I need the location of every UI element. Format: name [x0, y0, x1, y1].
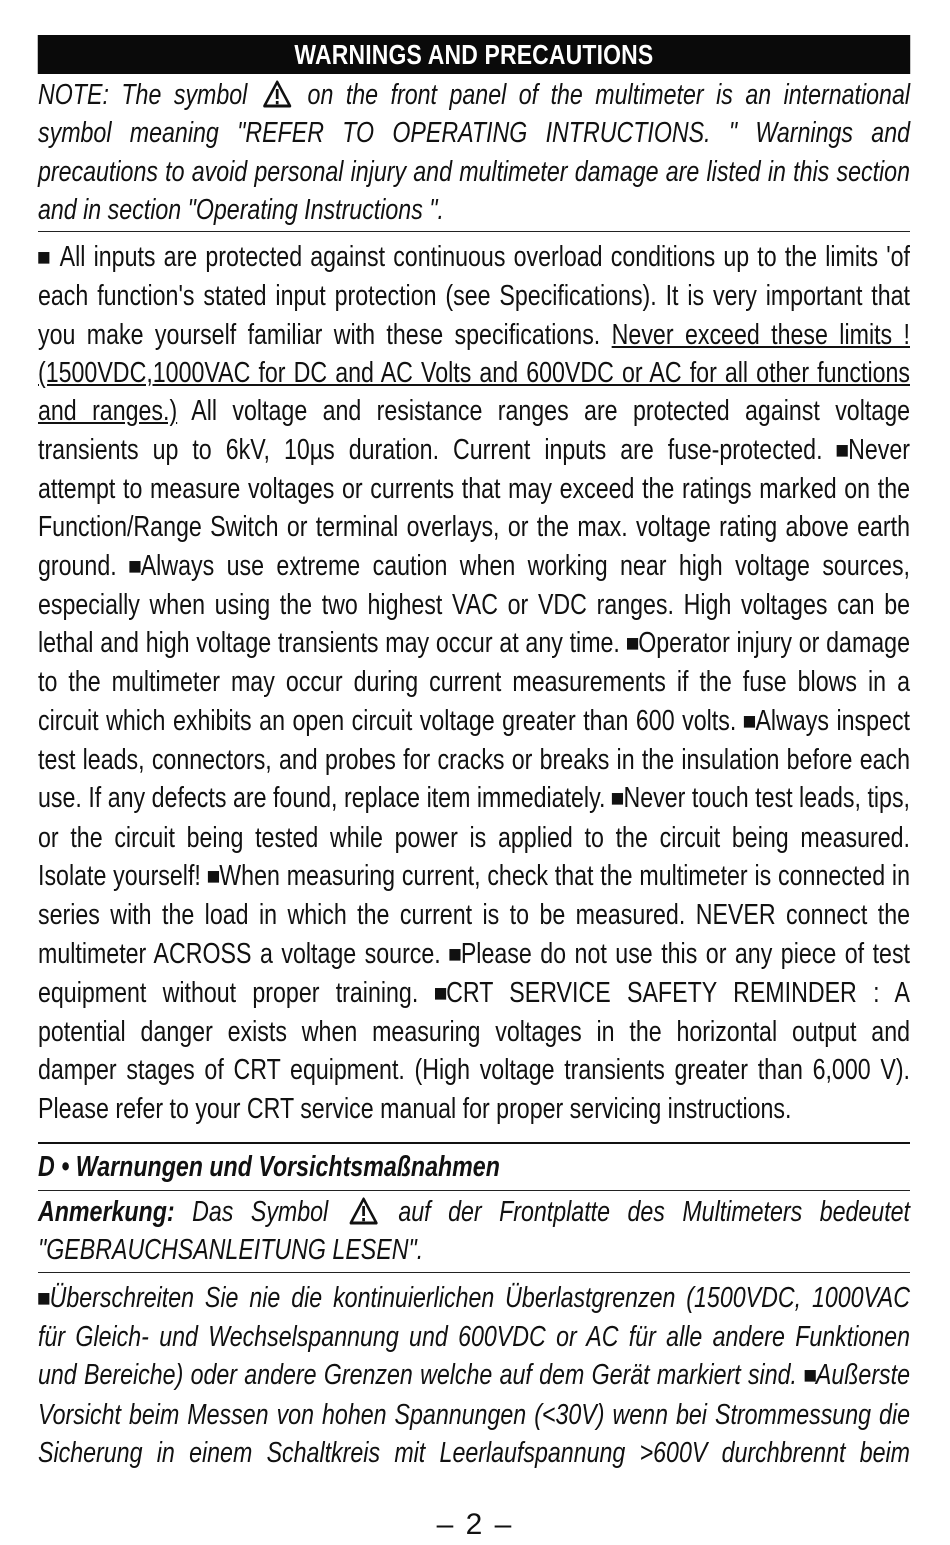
note-text-start: NOTE: The symbol [38, 79, 248, 111]
warning-limits-underlined: Never exceed these limits ! (1500VDC,1000VAC for DC and AC Volts and 600VDC or AC for all other functions and ranges.) [38, 318, 910, 428]
bullet-square-icon: ■ [36, 244, 51, 272]
warning-training: Please do not use this or any piece of test equipment without proper training. [38, 937, 910, 1009]
warning-overload: All inputs are protected against continuous overload conditions up to the limits 'of each function's stated input protection (see Specifications). It is very important that you make yourself familiar with these specifications. [38, 241, 910, 351]
bullet-square-icon: ■ [433, 979, 448, 1007]
warning-series: When measuring current, check that the multimeter is connected in series with the load in which the current is to be measured. NEVER connect the multimeter ACROSS a voltage source. [38, 859, 911, 970]
german-note-text-end: auf der Frontplatte des Multimeters bedeutet "GEBRAUCHSANLEITUNG LESEN". [38, 1196, 911, 1267]
bullet-square-icon: ■ [448, 940, 462, 968]
bullet-square-icon: ■ [610, 785, 625, 813]
bullet-square-icon: ■ [36, 1284, 51, 1312]
german-note-label: Anmerkung: [38, 1196, 175, 1229]
warning-transients: All voltage and resistance ranges are protected against voltage transients up to 6kV, 10µs duration. Current inputs are fuse-protected. [38, 395, 911, 466]
german-warning-limits: Überschreiten Sie nie die kontinuierlichen Überlastgrenzen (1500VDC, 1000VAC für Gleich- und Wechselspannung und 600VDC or AC für alle andere Funktionen und Bereiche) oder andere Grenzen welche auf dem Gerät markiert sind. [38, 1281, 911, 1392]
bullet-square-icon: ■ [127, 552, 142, 580]
warning-touch: Never touch test leads, tips, or the circuit being tested while power is applied to the circuit being measured. Isolate yourself! [38, 782, 911, 892]
warning-triangle-icon [263, 80, 292, 108]
symbol-note [38, 76, 910, 232]
section-title [38, 35, 910, 74]
warnings-paragraph [38, 238, 910, 1128]
note-text-end: on the front panel of the multimeter is an international symbol meaning "REFER TO OPERATING INTRUCTIONS. " Warnings and precautions to avoid personal injury and multimeter damage are listed in this section and in section "Operating Instructions ". [38, 79, 911, 226]
warning-triangle-icon [349, 1197, 378, 1225]
warning-crt: CRT SERVICE SAFETY REMINDER : A potential danger exists when measuring voltages in the horizontal output and damper stages of CRT equipment. (High voltage transients greater than 6,000 V). Please refer to your CRT service manual for proper servicing instructions. [38, 976, 910, 1125]
german-note-text-start: Das Symbol [192, 1196, 329, 1229]
bullet-square-icon: ■ [742, 707, 757, 735]
page-number: – 2 – [436, 1508, 514, 1541]
warning-fuse: Operator injury or damage to the multimeter may occur during current measurements if the fuse blows in a circuit which exhibits an open circuit voltage greater than 600 volts. [38, 627, 910, 737]
manual-page [38, 35, 910, 1472]
german-section-heading [38, 1142, 910, 1191]
warning-ratings: Never attempt to measure voltages or currents that may exceed the ratings marked on the Function/Range Switch or terminal overlays, or the max. voltage rating above earth ground. [38, 433, 910, 582]
bullet-square-icon: ■ [803, 1362, 818, 1390]
warning-high-voltage: Always use extreme caution when working near high voltage sources, especially when using the two highest VAC or VDC ranges. High voltages can be lethal and high voltage transients may occur at any time. [38, 549, 911, 660]
bullet-square-icon: ■ [835, 436, 850, 464]
bullet-square-icon: ■ [625, 630, 640, 658]
german-heading-text: D • Warnungen und Vorsichtsmaßnahmen [38, 1151, 500, 1184]
warning-inspect: Always inspect test leads, connectors, and probes for cracks or breaks in the insulation before each use. If any defects are found, replace item immediately. [38, 704, 910, 815]
bullet-square-icon: ■ [206, 862, 221, 890]
section-title-text: WARNINGS AND PRECAUTIONS [294, 38, 654, 70]
german-warning-caution: Außerste Vorsicht beim Messen von hohen Spannungen (<30V) wenn bei Strommessung die Sicherung in einem Schaltkreis mit Leerlaufspannung >600V durchbrennt beim [38, 1359, 911, 1469]
german-warnings-paragraph [38, 1279, 910, 1472]
german-symbol-note [38, 1191, 910, 1273]
